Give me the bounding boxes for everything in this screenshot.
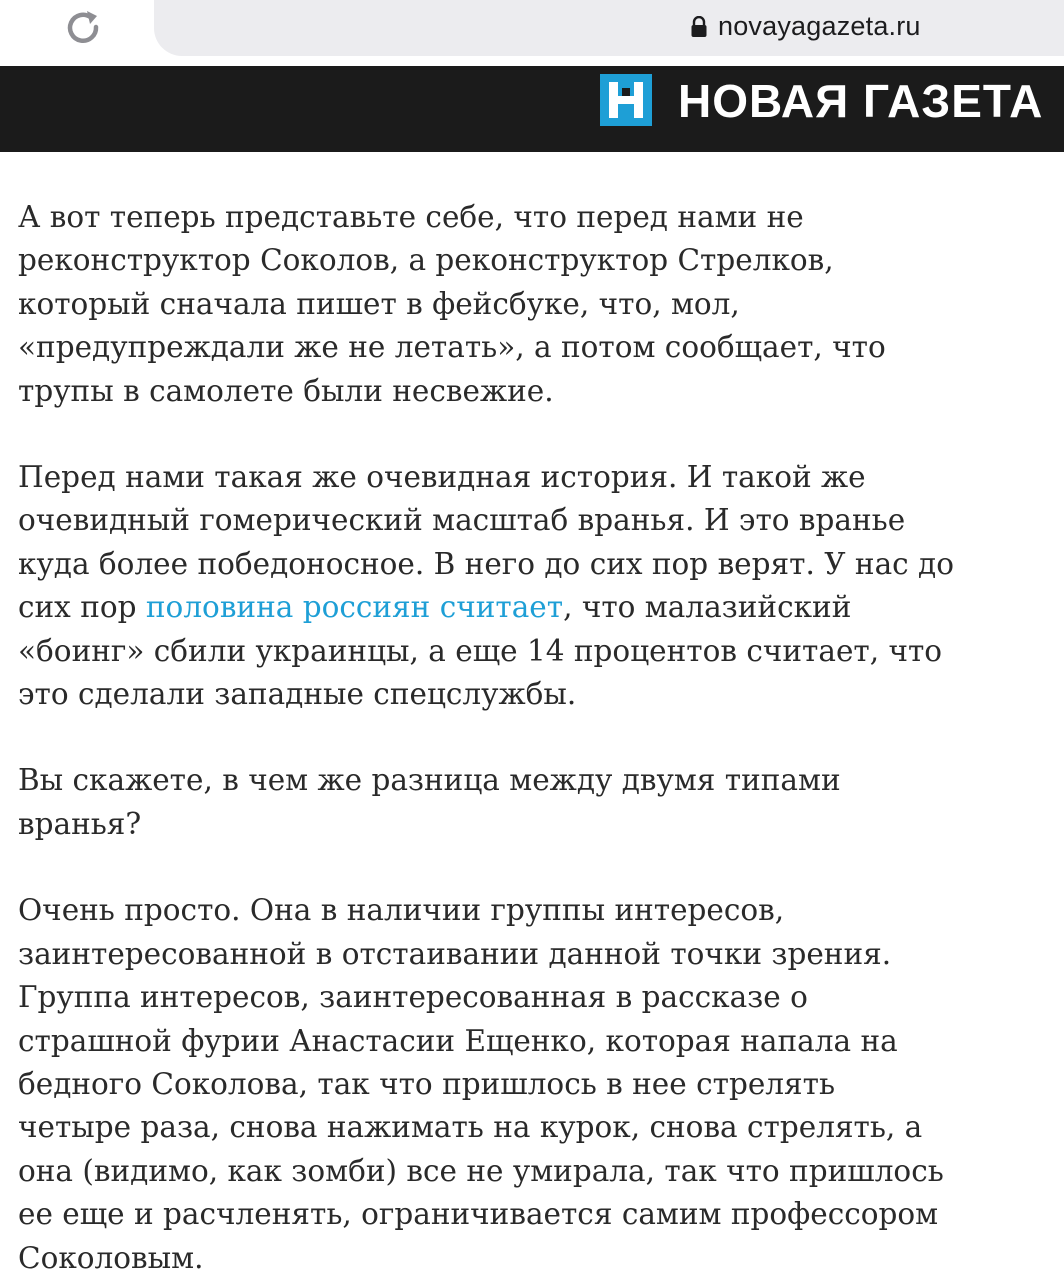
text-line: страшной фурии Анастасии Ещенко, которая напала на [18, 1023, 898, 1058]
text-line: «предупреждали же не летать», а потом сообщает, что [18, 330, 886, 365]
text-line-with-link [18, 586, 1048, 629]
text-line: вранья? [18, 806, 142, 841]
text-line: ее еще и расчленять, ограничивается самим профессором [18, 1197, 939, 1232]
poll-link[interactable]: половина россиян считает [145, 590, 564, 625]
text-line: А вот теперь представьте себе, что перед нами не [18, 200, 804, 234]
novaya-gazeta-logo-icon[interactable] [600, 74, 652, 126]
text-line: трупы в самолете были несвежие. [18, 373, 554, 408]
text-line: Перед нами такая же очевидная история. И такой же [18, 460, 866, 495]
text-line: Очень просто. Она в наличии группы интересов, [18, 893, 785, 928]
text-line: Вы скажете, в чем же разница между двумя типами [18, 763, 841, 798]
url-display[interactable] [690, 10, 921, 42]
reload-icon[interactable] [62, 6, 106, 50]
text-fragment: , что малазийский [563, 590, 852, 625]
paragraph-2 [18, 456, 1048, 716]
text-line: заинтересованной в отстаивании данной точки зрения. [18, 936, 892, 971]
text-line: куда более победоносное. В него до сих пор верят. У нас до [18, 546, 954, 581]
text-line: реконструктор Соколов, а реконструктор Стрелков, [18, 243, 834, 278]
address-bar[interactable] [154, 0, 1064, 56]
site-header [0, 66, 1064, 152]
text-fragment: сих пор [18, 590, 146, 625]
text-line: это сделали западные спецслужбы. [18, 677, 577, 712]
site-logo-text[interactable]: НОВАЯ ГАЗЕТА [678, 75, 1044, 127]
text-line: она (видимо, как зомби) все не умирала, так что пришлось [18, 1153, 944, 1188]
text-line: «боинг» сбили украинцы, а еще 14 процентов считает, что [18, 633, 943, 668]
browser-toolbar [0, 0, 1064, 66]
text-line: бедного Соколова, так что пришлось в нее стрелять [18, 1066, 836, 1101]
paragraph-3 [18, 759, 1048, 846]
url-text: novayagazeta.ru [718, 10, 921, 41]
paragraph-4 [18, 889, 1048, 1280]
paragraph-1 [18, 196, 1048, 413]
lock-icon [690, 16, 708, 38]
article-body [18, 196, 1048, 1280]
text-line: Соколовым. [18, 1240, 204, 1275]
text-line: Группа интересов, заинтересованная в рассказе о [18, 980, 808, 1015]
text-line: который сначала пишет в фейсбуке, что, мол, [18, 286, 740, 321]
text-line: очевидный гомерический масштаб вранья. И это вранье [18, 503, 906, 538]
text-line: четыре раза, снова нажимать на курок, снова стрелять, а [18, 1110, 923, 1145]
